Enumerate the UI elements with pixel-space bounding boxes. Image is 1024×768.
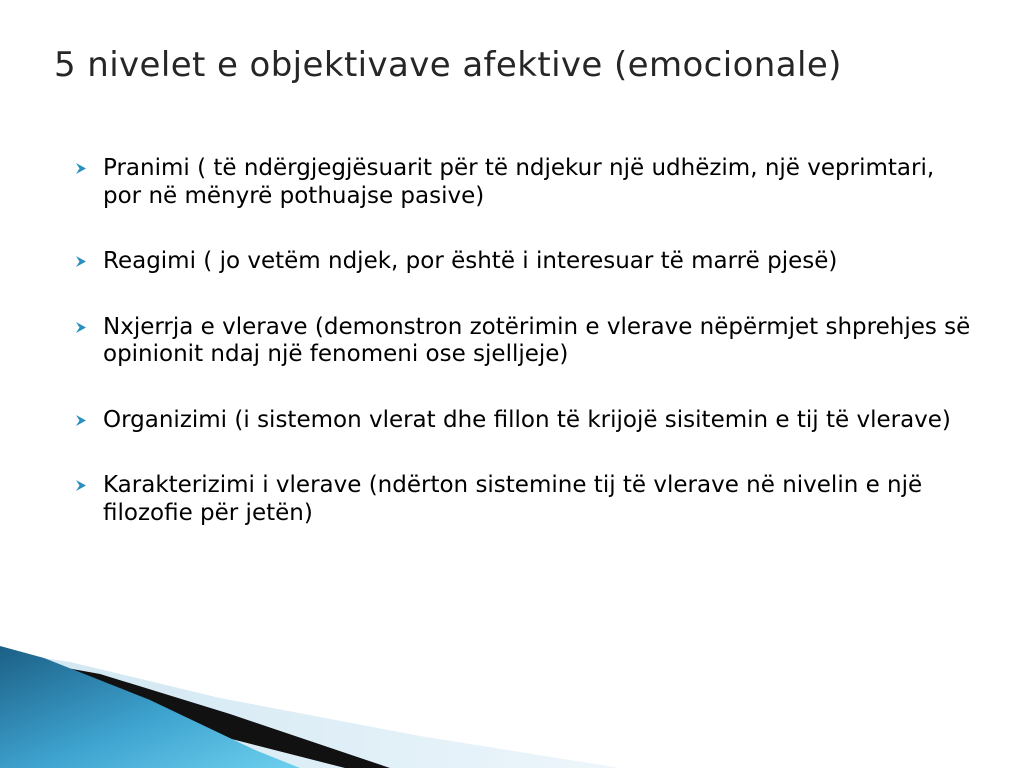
arrow-right-icon <box>75 255 88 268</box>
bullet-item <box>72 314 972 369</box>
arrow-right-icon <box>75 414 88 427</box>
bullet-list <box>72 155 972 527</box>
bullet-term: Reagimi <box>103 248 196 274</box>
bullet-description: ( të ndërgjegjësuarit për të ndjekur një udhëzim, një veprimtari, por në mënyrë pothuajse pasive) <box>103 155 935 209</box>
arrow-right-icon <box>75 162 88 175</box>
bullet-term: Pranimi <box>103 155 190 181</box>
bullet-term: Karakterizimi i vlerave <box>103 472 362 498</box>
arrow-right-icon <box>75 479 88 492</box>
bullet-item <box>72 155 972 210</box>
bullet-item <box>72 248 972 276</box>
bullet-description: (ndërton sistemine tij të vlerave në nivelin e një filozofie për jetën) <box>103 472 923 526</box>
bullet-term: Nxjerrja e vlerave <box>103 313 308 340</box>
bullet-item <box>72 472 972 527</box>
bottom-decoration <box>0 640 1024 768</box>
bullet-description: (i sistemon vlerat dhe fillon të krijojë sisitemin e tij të vlerave) <box>234 406 951 433</box>
bullet-description: ( jo vetëm ndjek, por është i interesuar të marrë pjesë) <box>203 248 838 274</box>
arrow-right-icon <box>75 321 88 334</box>
bullet-term: Organizimi <box>103 406 228 433</box>
slide-title: 5 nivelet e objektivave afektive (emocionale) <box>54 45 842 85</box>
bullet-description: (demonstron zotërimin e vlerave nëpërmjet shprehjes së opinionit ndaj një fenomeni ose sjelljeje) <box>103 313 971 367</box>
bullet-item <box>72 407 972 435</box>
